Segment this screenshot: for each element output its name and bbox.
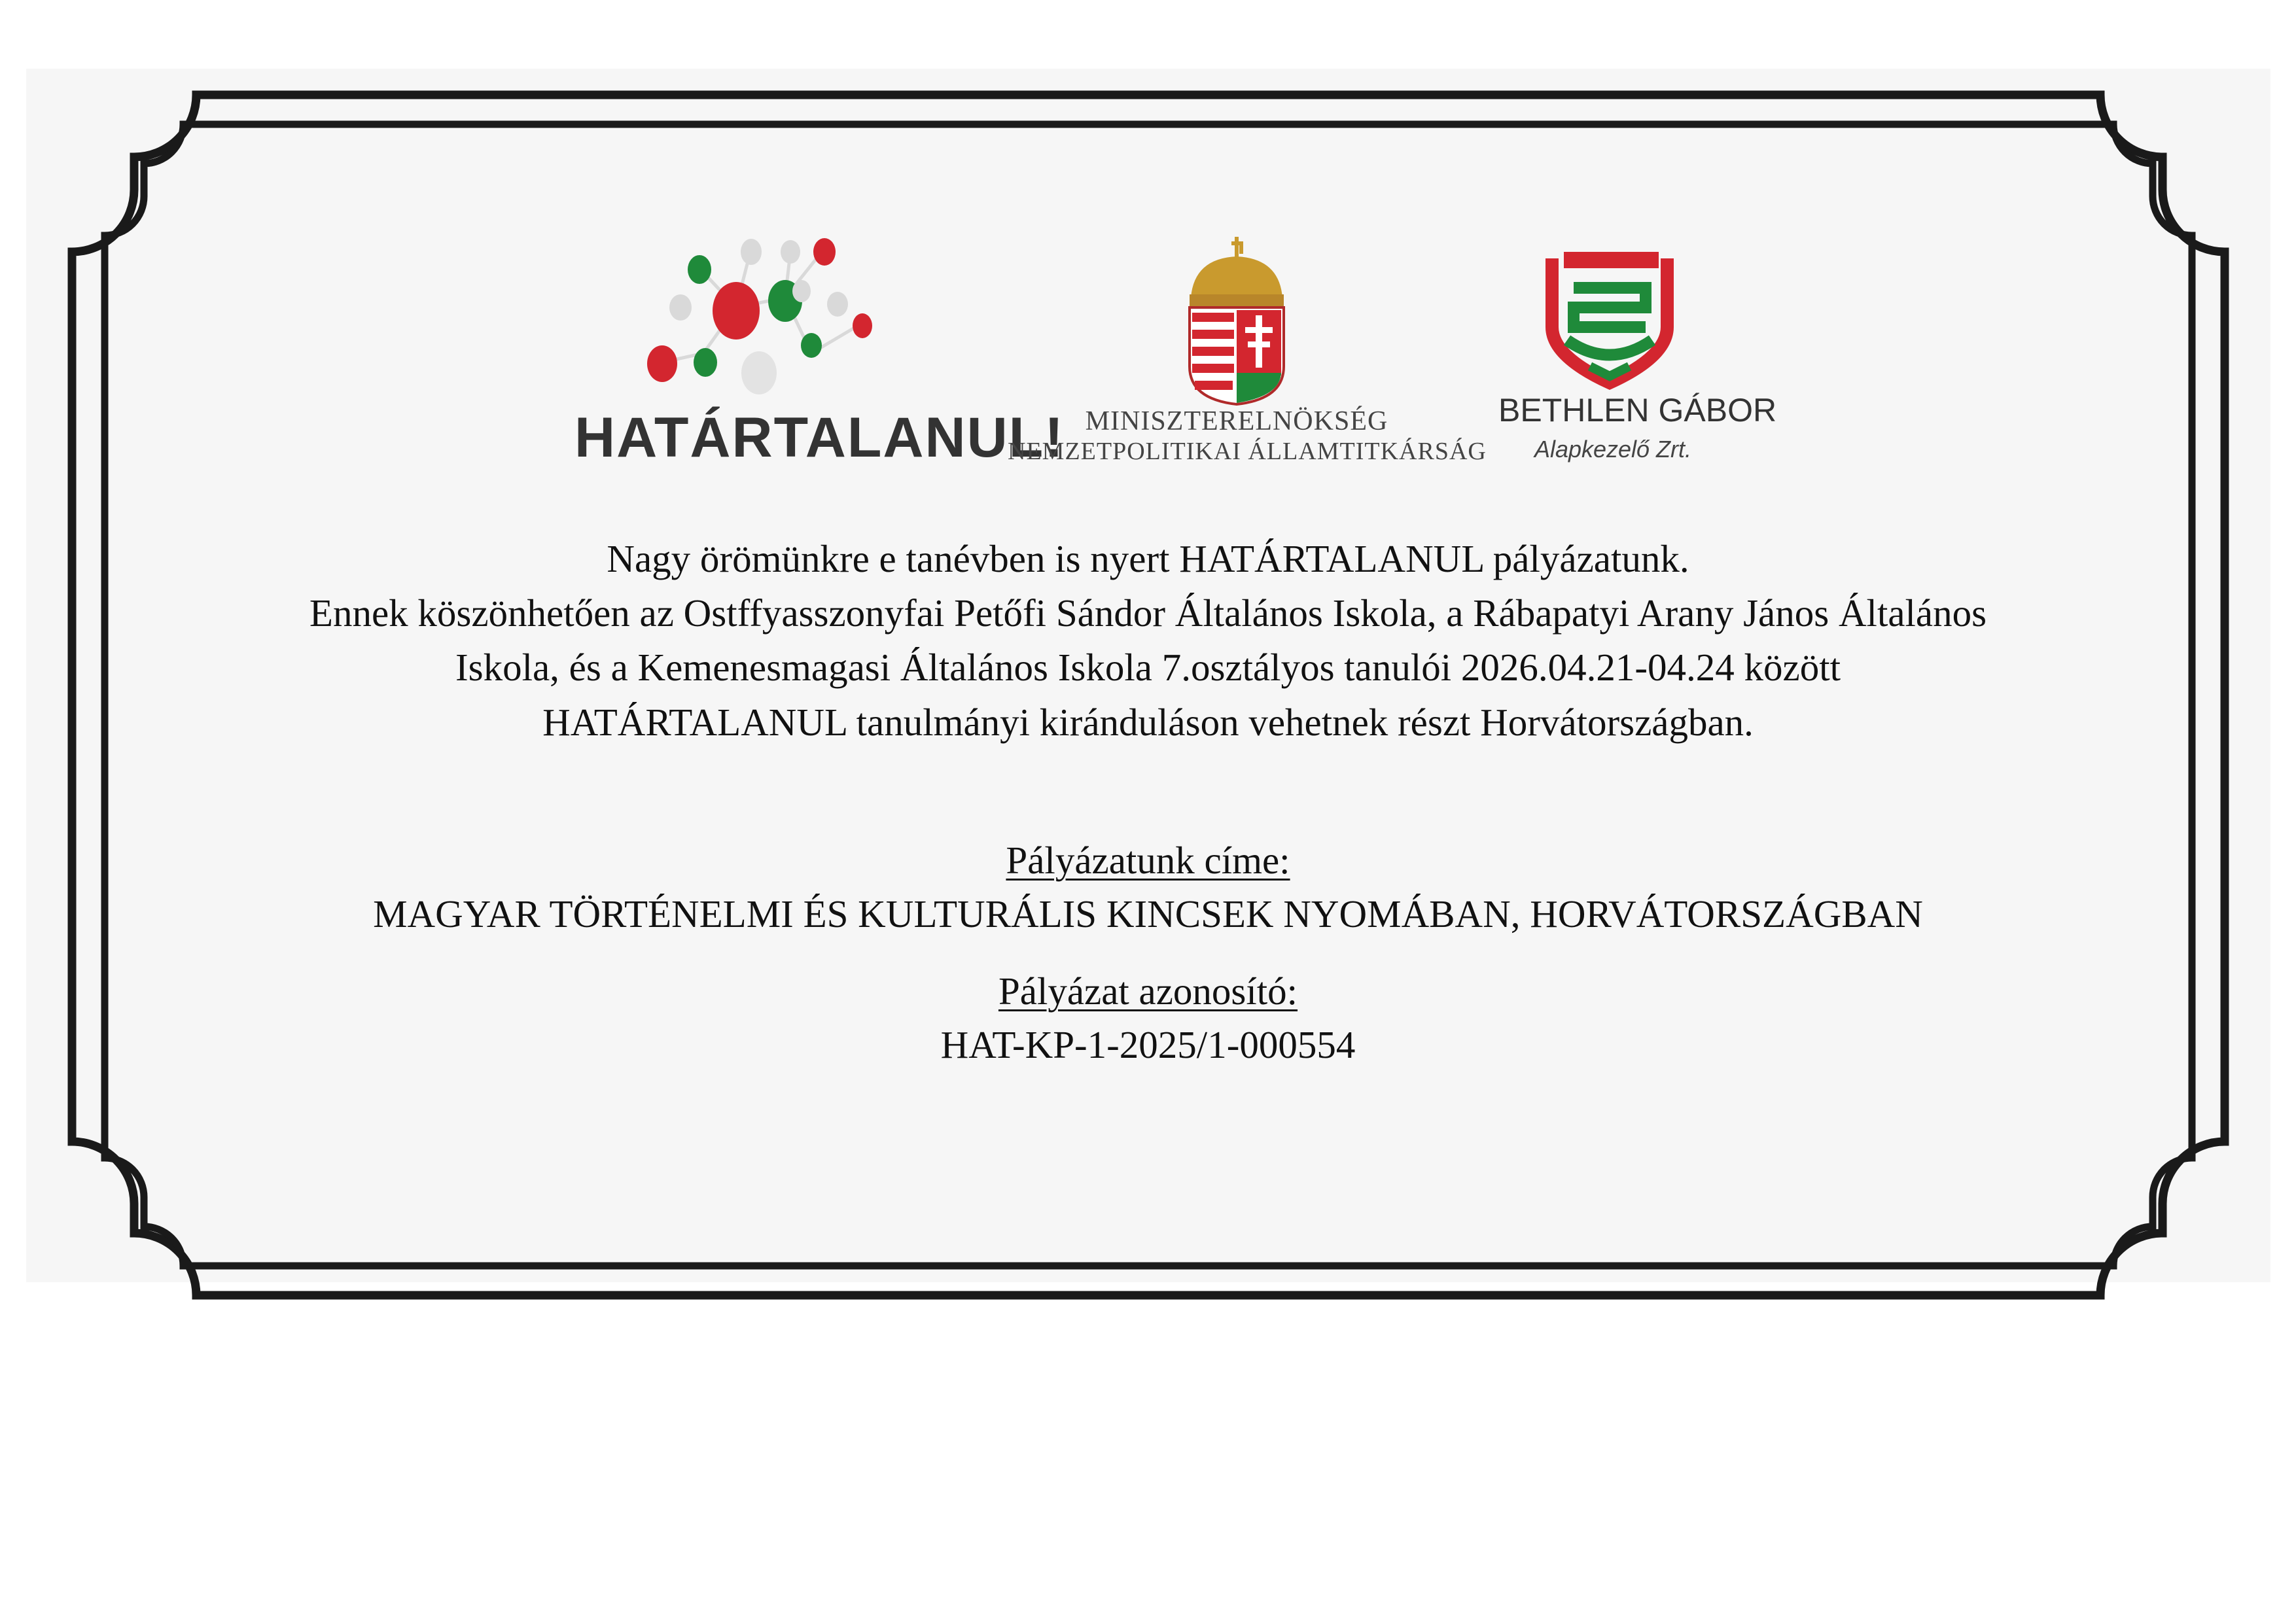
announcement-line-3: Iskola, és a Kemenesmagasi Általános Iskola 7.osztályos tanulói 2026.04.21-04.24 között — [455, 646, 1841, 689]
announcement-line-1: Nagy örömünkre e tanévben is nyert HATÁRTALANUL pályázatunk. — [607, 537, 1689, 580]
ministry-name: MINISZTERELNÖKSÉG — [1085, 406, 1388, 436]
project-id-label-text: Pályázat azonosító: — [998, 969, 1298, 1013]
bethlen-subtitle: Alapkezelő Zrt. — [1534, 436, 1692, 462]
project-title-label — [0, 833, 2296, 888]
ministry-department: NEMZETPOLITIKAI ÁLLAMTITKÁRSÁG — [1008, 438, 1487, 465]
bethlen-name: BETHLEN GÁBOR — [1498, 392, 1777, 428]
announcement-line-4: HATÁRTALANUL tanulmányi kiránduláson vehetnek részt Horvátországban. — [542, 701, 1754, 744]
announcement-line-2: Ennek köszönhetően az Ostffyasszonyfai Petőfi Sándor Általános Iskola, a Rábapatyi Arany János Általános — [309, 591, 1987, 635]
project-id-label — [0, 964, 2296, 1019]
hatartalanul-wordmark: HATÁRTALANUL! — [574, 406, 1065, 469]
project-title: MAGYAR TÖRTÉNELMI ÉS KULTURÁLIS KINCSEK NYOMÁBAN, HORVÁTORSZÁGBAN — [373, 892, 1923, 935]
project-id: HAT-KP-1-2025/1-000554 — [940, 1023, 1356, 1066]
project-title-label-text: Pályázatunk címe: — [1006, 839, 1290, 882]
